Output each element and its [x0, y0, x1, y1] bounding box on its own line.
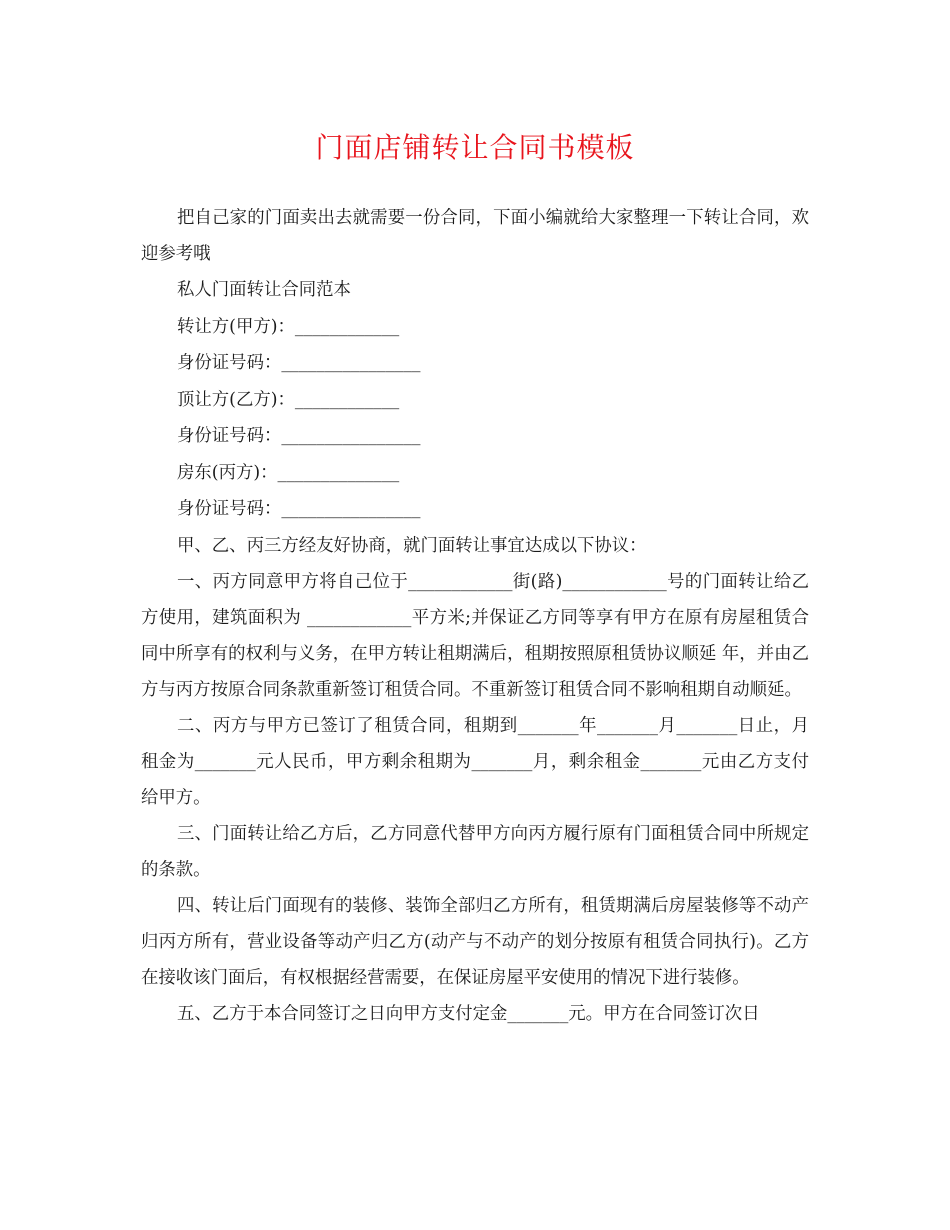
field-transferor: 转让方(甲方)：____________ [177, 316, 400, 337]
clause-5: 五、乙方于本合同签订之日向甲方支付定金_______元。甲方在合同签订次日 [177, 1004, 760, 1024]
intro-paragraph: 把自己家的门面卖出去就需要一份合同，下面小编就给大家整理一下转让合同，欢迎参考哦 [141, 208, 809, 264]
document-title: 门面店铺转让合同书模板 [315, 131, 635, 164]
clause-1: 一、丙方同意甲方将自己位于____________街(路)____________号的门面转让给乙方使用，建筑面积为 ____________平方米;并保证乙方同等享有甲方在原有房屋租赁合同中所享有的权利与义务，在甲方转让租期满后，租期按照原租赁协议顺延 年，并由乙方与丙方按原合同条款重新签订租赁合同。不重新签订租赁合同不影响租期自动顺延。 [141, 572, 809, 700]
agreement-intro: 甲、乙、丙三方经友好协商，就门面转让事宜达成以下协议： [177, 535, 647, 556]
field-landlord: 房东(丙方)：______________ [177, 462, 400, 483]
field-transferee: 顶让方(乙方)：____________ [177, 389, 400, 410]
field-transferor-id: 身份证号码：________________ [177, 353, 421, 373]
document-body [141, 200, 809, 1032]
clause-4: 四、转让后门面现有的装修、装饰全部归乙方所有，租赁期满后房屋装修等不动产归丙方所有，营业设备等动产归乙方(动产与不动产的划分按原有租赁合同执行)。乙方在接收该门面后，有权根据经营需要，在保证房屋平安使用的情况下进行装修。 [141, 896, 809, 988]
field-transferee-id: 身份证号码：________________ [177, 426, 421, 446]
contract-subtitle: 私人门面转让合同范本 [177, 280, 351, 300]
clause-3: 三、门面转让给乙方后，乙方同意代替甲方向丙方履行原有门面租赁合同中所规定的条款。 [141, 824, 809, 880]
field-landlord-id: 身份证号码：________________ [177, 499, 421, 519]
clause-2: 二、丙方与甲方已签订了租赁合同，租期到_______年_______月_______日止，月租金为_______元人民币，甲方剩余租期为_______月，剩余租金_______元由乙方支付给甲方。 [141, 716, 809, 808]
